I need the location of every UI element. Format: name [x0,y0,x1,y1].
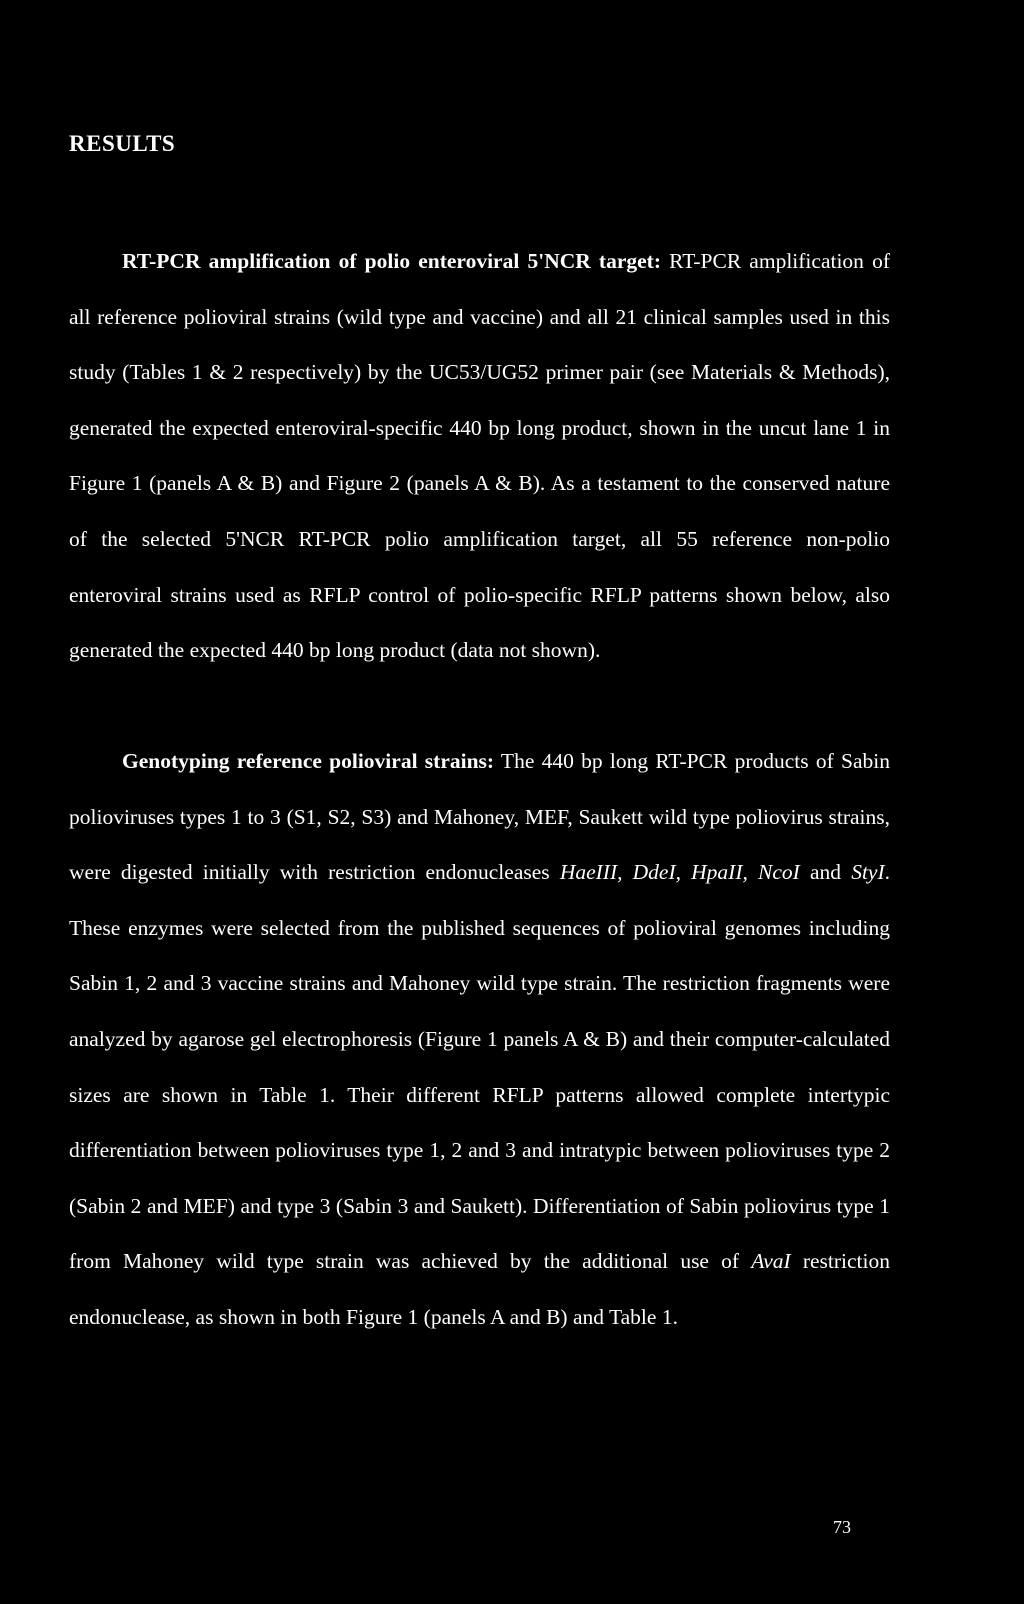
paragraph-rt-pcr-amplification [69,234,890,679]
paragraph-body-text: The 440 bp long RT-PCR products of Sabin polioviruses types 1 to 3 (S1, S2, S3) and Mahoney, MEF, Saukett wild type poliovirus strains, were digested initially with restriction endonucleases [69,749,890,885]
paragraph-lead-heading: Genotyping reference polioviral strains: [122,749,495,773]
paragraph-body-text: RT-PCR amplification of all reference polioviral strains (wild type and vaccine) and all 21 clinical samples used in this study (Tables 1 & 2 respectively) by the UC53/UG52 primer pair (see Materials & Methods), generated the expected enteroviral-specific 440 bp long product, shown in the uncut lane 1 in Figure 1 (panels A & B) and Figure 2 (panels A & B). As a testament to the conserved nature of the selected 5'NCR RT-PCR polio amplification target, all 55 reference non-polio enteroviral strains used as RFLP control of polio-specific RFLP patterns shown below, also generated the expected 440 bp long product (data not shown). [69,249,890,663]
page-number: 73 [833,1517,851,1537]
enzyme-names-italic: HaeIII, DdeI, HpaII, NcoI [559,860,800,885]
section-heading: RESULTS [69,131,176,156]
paragraph-body-text: restriction endonuclease, as shown in both Figure 1 (panels A and B) and Table 1. [69,1249,890,1329]
paragraph-body-text: and [799,860,852,885]
enzyme-name-italic: AvaI [751,1249,791,1274]
paragraph-lead-heading: RT-PCR amplification of polio enteroviral 5'NCR target: [122,249,661,273]
paragraph-genotyping-reference-strains [69,734,890,1346]
paragraph-body-text: . These enzymes were selected from the published sequences of polioviral genomes including Sabin 1, 2 and 3 vaccine strains and Mahoney wild type strain. The restriction fragments were analyzed by agarose gel electrophoresis (Figure 1 panels A & B) and their computer-calculated sizes are shown in Table 1. Their different RFLP patterns allowed complete intertypic differentiation between polioviruses type 1, 2 and 3 and intratypic between polioviruses type 2 (Sabin 2 and MEF) and type 3 (Sabin 3 and Saukett). Differentiation of Sabin poliovirus type 1 from Mahoney wild type strain was achieved by the additional use of [69,860,890,1274]
enzyme-name-italic: StyI [851,860,885,885]
